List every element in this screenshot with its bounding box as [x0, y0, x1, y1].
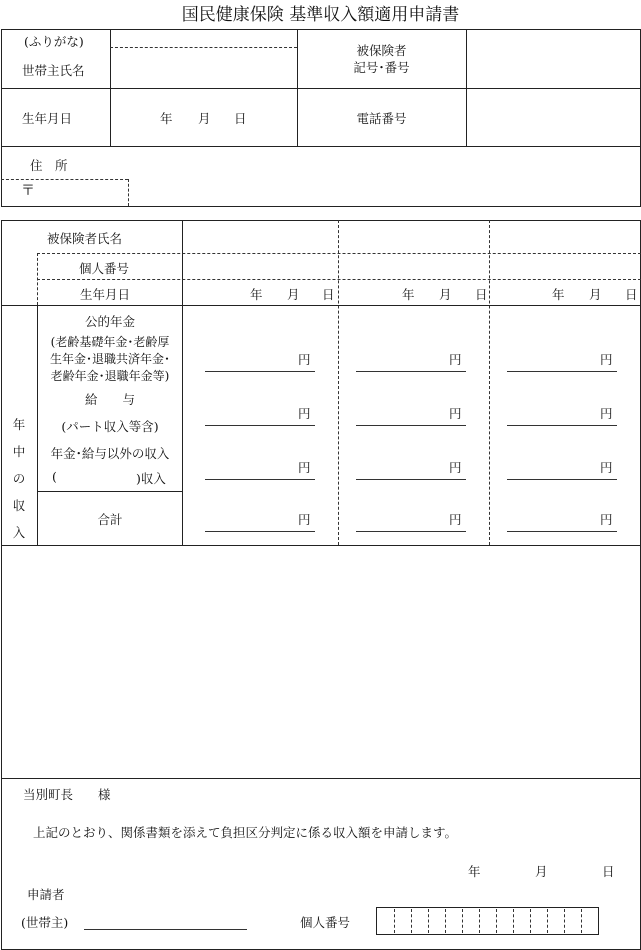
- postal-code-field[interactable]: [36, 181, 126, 205]
- date-day-1: 日: [322, 287, 335, 302]
- postal-mark: 〒: [21, 183, 35, 199]
- other-amount-3[interactable]: [507, 479, 617, 480]
- salary-amount-1[interactable]: [205, 425, 315, 426]
- addressee: 当別町長 様: [23, 787, 111, 802]
- pension-amount-2[interactable]: [356, 371, 466, 372]
- income-side-char-1: 年: [12, 417, 26, 432]
- income-side-char-3: の: [12, 471, 26, 486]
- other-income-label: 年金･給与以外の収入: [50, 446, 170, 461]
- insured-mynumber-field-1[interactable]: [184, 255, 336, 278]
- birth-year-unit: 年: [160, 111, 173, 126]
- date-year-2: 年: [402, 287, 415, 302]
- other-income-type-field[interactable]: [62, 468, 134, 484]
- yen-mark: 円: [298, 460, 311, 475]
- yen-mark: 円: [298, 352, 311, 367]
- phone-field[interactable]: [468, 90, 638, 144]
- yen-mark: 円: [449, 352, 462, 367]
- applicant-signature-line[interactable]: [84, 929, 247, 930]
- pension-detail-1: (老齢基礎年金･老齢厚: [50, 335, 170, 349]
- mynumber-entry-box[interactable]: [376, 907, 599, 935]
- applicant-label: 申請者: [27, 887, 65, 902]
- salary-amount-3[interactable]: [507, 425, 617, 426]
- insured-mynumber-field-3[interactable]: [491, 255, 639, 278]
- application-statement: 上記のとおり、関係書類を添えて負担区分判定に係る収入額を申請します。: [33, 825, 458, 840]
- birthdate-field[interactable]: [112, 90, 295, 144]
- yen-mark: 円: [449, 512, 462, 527]
- date-day-3: 日: [625, 287, 638, 302]
- householder-name-label: 世帯主氏名: [22, 63, 85, 78]
- salary-detail: (パート収入等含): [61, 419, 159, 434]
- date-month-3: 月: [589, 287, 602, 302]
- other-income-paren-open: (: [52, 469, 57, 484]
- date-day-2: 日: [475, 287, 488, 302]
- date-month-2: 月: [439, 287, 452, 302]
- yen-mark: 円: [298, 512, 311, 527]
- income-side-char-4: 収: [12, 498, 26, 513]
- insured-id-label-line1: 被保険者: [356, 43, 407, 58]
- blank-notes-area: [3, 548, 639, 776]
- insured-birth-label: 生年月日: [80, 287, 131, 302]
- insured-name-field-3[interactable]: [491, 222, 639, 252]
- yen-mark: 円: [600, 460, 613, 475]
- pension-detail-3: 老齢年金･退職年金等): [50, 369, 170, 383]
- income-side-char-2: 中: [12, 444, 26, 459]
- yen-mark: 円: [600, 406, 613, 421]
- salary-label: 給 与: [84, 392, 135, 407]
- pension-amount-1[interactable]: [205, 371, 315, 372]
- total-amount-2[interactable]: [356, 531, 466, 532]
- insured-mynumber-field-2[interactable]: [340, 255, 487, 278]
- footer-year-unit: 年: [468, 864, 481, 879]
- birth-month-unit: 月: [198, 111, 211, 126]
- yen-mark: 円: [600, 352, 613, 367]
- insured-mynumber-label: 個人番号: [79, 261, 130, 276]
- footer-day-unit: 日: [602, 864, 615, 879]
- insured-id-label-line2: 記号･番号: [353, 60, 410, 75]
- pension-amount-3[interactable]: [507, 371, 617, 372]
- total-label: 合計: [97, 512, 123, 527]
- insured-name-field-1[interactable]: [184, 222, 336, 252]
- footer-mynumber-label: 個人番号: [300, 915, 351, 930]
- pension-detail-2: 生年金･退職共済年金･: [49, 352, 170, 366]
- form-title: 国民健康保険 基準収入額適用申請書: [181, 5, 460, 25]
- other-income-paren-close: )収入: [136, 471, 166, 486]
- other-amount-2[interactable]: [356, 479, 466, 480]
- insured-name-field-2[interactable]: [340, 222, 487, 252]
- furigana-field[interactable]: [112, 31, 295, 46]
- date-month-1: 月: [287, 287, 300, 302]
- total-amount-1[interactable]: [205, 531, 315, 532]
- yen-mark: 円: [298, 406, 311, 421]
- birth-day-unit: 日: [234, 111, 247, 126]
- insured-name-label: 被保険者氏名: [47, 231, 123, 246]
- yen-mark: 円: [449, 406, 462, 421]
- phone-label: 電話番号: [356, 111, 407, 126]
- salary-amount-2[interactable]: [356, 425, 466, 426]
- date-year-3: 年: [552, 287, 565, 302]
- address-label: 住 所: [30, 158, 68, 173]
- insured-id-field[interactable]: [468, 31, 638, 86]
- householder-paren-label: (世帯主): [21, 915, 69, 930]
- other-amount-1[interactable]: [205, 479, 315, 480]
- pension-label: 公的年金: [84, 314, 135, 329]
- footer-month-unit: 月: [535, 864, 548, 879]
- address-field[interactable]: [132, 150, 637, 205]
- total-amount-3[interactable]: [507, 531, 617, 532]
- income-side-char-5: 入: [12, 525, 26, 540]
- furigana-label: (ふりがな): [24, 34, 84, 49]
- householder-name-field[interactable]: [112, 50, 295, 86]
- yen-mark: 円: [600, 512, 613, 527]
- date-year-1: 年: [250, 287, 263, 302]
- birthdate-label: 生年月日: [22, 111, 73, 126]
- yen-mark: 円: [449, 460, 462, 475]
